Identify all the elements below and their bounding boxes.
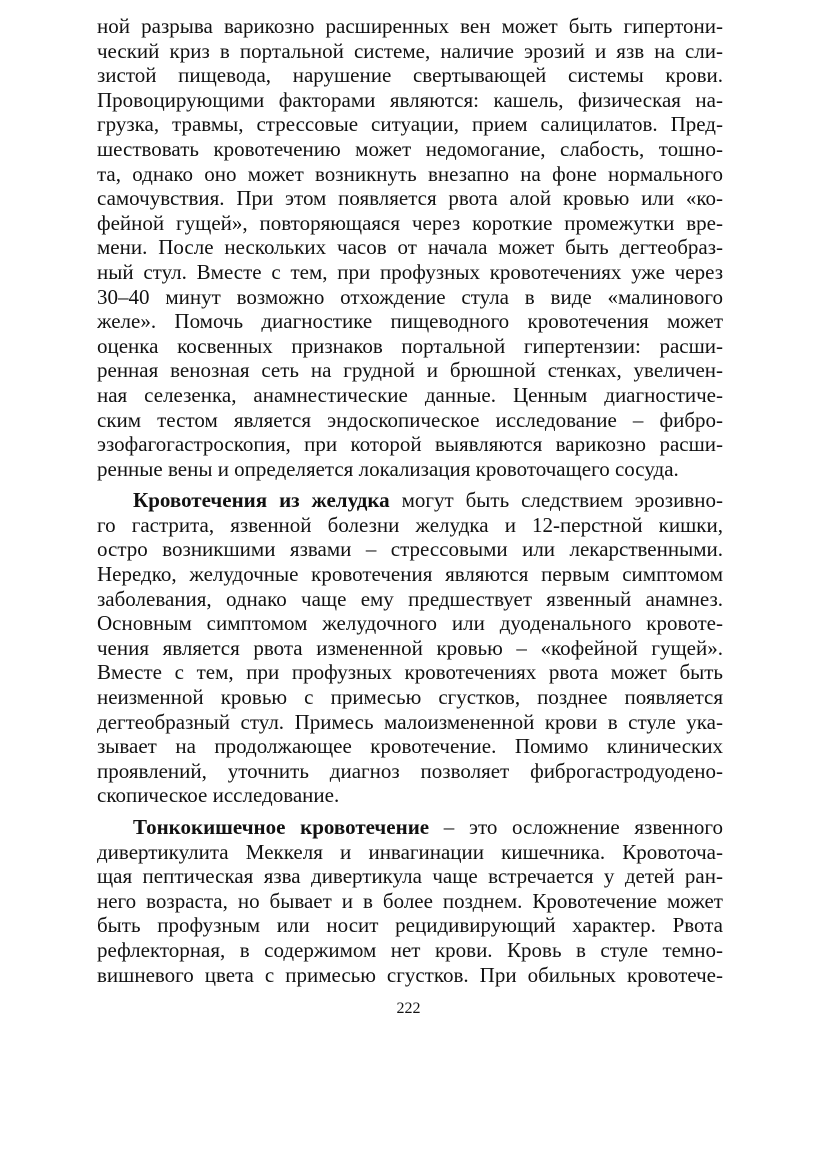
text-line: быть профузным или носит рецидивирующий характер. Рвота bbox=[97, 913, 723, 938]
text-line: проявлений, уточнить диагноз позволяет фиброгастродуодено- bbox=[97, 758, 723, 783]
text-line: ренные вены и определяется локализация кровоточащего сосуда. bbox=[97, 456, 679, 481]
page-text bbox=[97, 14, 723, 987]
text-line: неизменной кровью с примесью сгустков, позднее появляется bbox=[97, 685, 723, 710]
text-line: ной разрыва варикозно расширенных вен может быть гипертони- bbox=[97, 14, 723, 38]
heading-continuation: могут быть следствием эрозивно- bbox=[389, 488, 723, 513]
text-line: вишневого цвета с примесью сгустков. При обильных кровотече- bbox=[97, 962, 723, 987]
text-line: зистой пищевода, нарушение свертывающей системы крови. bbox=[97, 63, 723, 88]
text-line: остро возникшими язвами – стрессовыми или лекарственными. bbox=[97, 537, 723, 562]
text-line: эзофагогастроскопия, при которой выявляются варикозно расши- bbox=[97, 432, 723, 457]
text-line: желе». Помочь диагностике пищеводного кровотечения может bbox=[97, 309, 723, 334]
page-number: 222 bbox=[396, 1000, 421, 1017]
text-line: ческий криз в портальной системе, наличие эрозий и язв на сли- bbox=[97, 38, 723, 63]
paragraph-esophageal-bleeding bbox=[97, 14, 723, 481]
text-line: щая пептическая язва дивертикула чаще встречается у детей ран- bbox=[97, 864, 723, 889]
text-line bbox=[97, 488, 723, 513]
text-line: мени. После нескольких часов от начала может быть дегтеобраз- bbox=[97, 235, 723, 260]
text-line: самочувствия. При этом появляется рвота алой кровью или «ко- bbox=[97, 186, 723, 211]
text-line: Основным симптомом желудочного или дуоденального кровоте- bbox=[97, 611, 723, 636]
text-line: Провоцирующими факторами являются: кашель, физическая на- bbox=[97, 87, 723, 112]
section-heading: Тонкокишечное кровотечение bbox=[133, 815, 430, 839]
text-line: та, однако оно может возникнуть внезапно на фоне нормального bbox=[97, 161, 723, 186]
text-line: ским тестом является эндоскопическое исследование – фибро- bbox=[97, 407, 723, 432]
text-line: дегтеобразный стул. Примесь малоизмененной крови в стуле ука- bbox=[97, 709, 723, 734]
text-line: фейной гущей», повторяющаяся через короткие промежутки вре- bbox=[97, 210, 723, 235]
text-line: дивертикулита Меккеля и инвагинации кишечника. Кровоточа- bbox=[97, 839, 723, 864]
text-line: него возраста, но бывает и в более позднем. Кровотечение может bbox=[97, 888, 723, 913]
text-line: оценка косвенных признаков портальной гипертензии: расши- bbox=[97, 333, 723, 358]
text-line: чения является рвота измененной кровью – «кофейной гущей». bbox=[97, 635, 723, 660]
text-line: ная селезенка, анамнестические данные. Ценным диагностиче- bbox=[97, 382, 723, 407]
text-line: Вместе с тем, при профузных кровотечениях рвота может быть bbox=[97, 660, 723, 685]
text-line bbox=[97, 815, 723, 840]
text-line: шествовать кровотечению может недомогание, слабость, тошно- bbox=[97, 136, 723, 161]
text-line: грузка, травмы, стрессовые ситуации, прием салицилатов. Пред- bbox=[97, 112, 723, 137]
paragraph-small-intestine-bleeding bbox=[97, 815, 723, 987]
text-line: рефлекторная, в содержимом нет крови. Кровь в стуле темно- bbox=[97, 937, 723, 962]
text-line: скопическое исследование. bbox=[97, 783, 340, 808]
text-line: го гастрита, язвенной болезни желудка и 12-перстной кишки, bbox=[97, 512, 723, 537]
text-line: 30–40 минут возможно отхождение стула в виде «малинового bbox=[97, 284, 723, 309]
text-line: зывает на продолжающее кровотечение. Помимо клинических bbox=[97, 734, 723, 759]
paragraph-gastric-bleeding bbox=[97, 488, 723, 808]
heading-continuation: – это осложнение язвенного bbox=[429, 815, 723, 839]
text-line: ный стул. Вместе с тем, при профузных кровотечениях уже через bbox=[97, 259, 723, 284]
text-line: заболевания, однако чаще ему предшествует язвенный анамнез. bbox=[97, 586, 723, 611]
text-line: ренная венозная сеть на грудной и брюшной стенках, увеличен- bbox=[97, 358, 723, 383]
section-heading: Кровотечения из желудка bbox=[133, 488, 390, 513]
text-line: Нередко, желудочные кровотечения являются первым симптомом bbox=[97, 562, 723, 587]
